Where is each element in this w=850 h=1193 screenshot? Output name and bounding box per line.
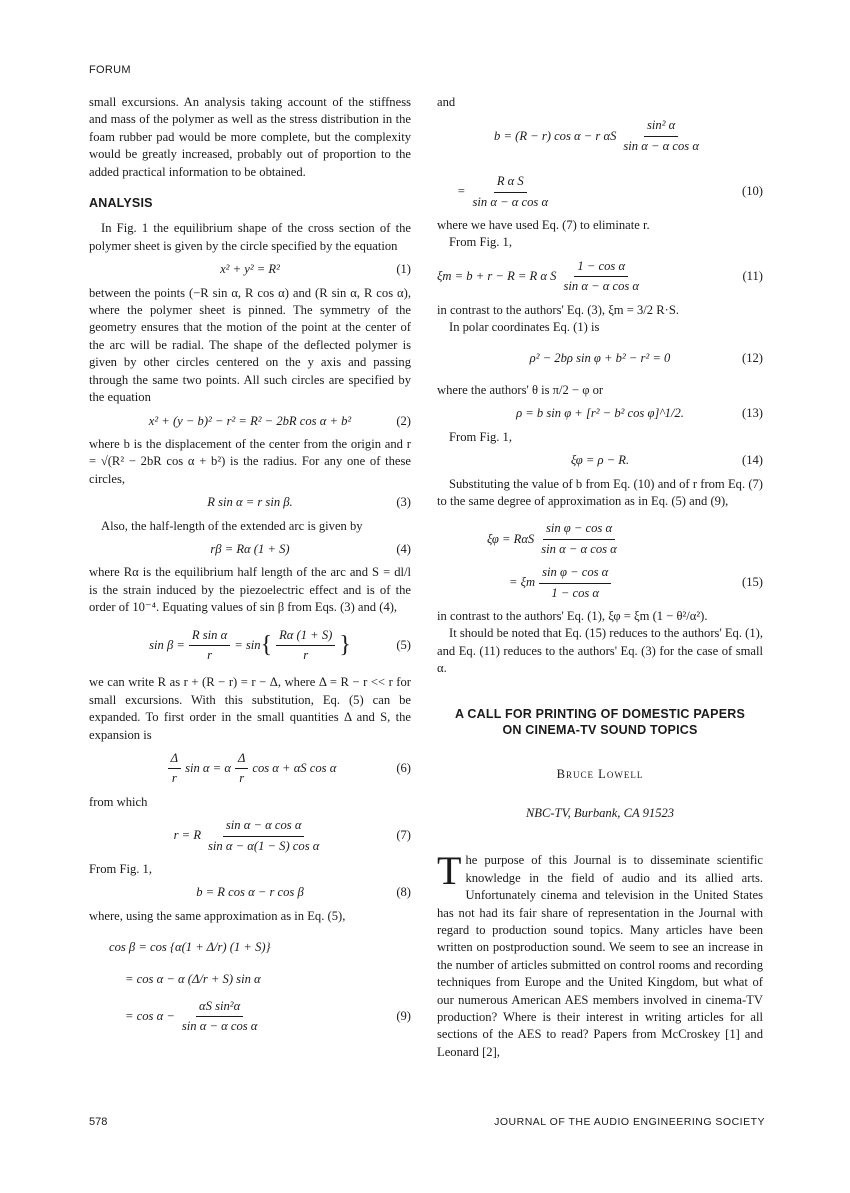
article-body: The purpose of this Journal is to disseminate scientific knowledge in the field of audio and its allied arts. Unfortunately cinema and television in the United States has not had its fair share of representation in the Journal with regard to production sound topics. Many articles have been written on postproduction sound. We seem to see an increase in the number of articles submitted on control rooms and recording techniques from Europe and the United Kingdom, but what of our numerous American AES members involved in cinema-TV production? Where is their interest in writing articles for all sections of the AES to read? Papers from McCroskey [1] and Leonard [2],: [437, 848, 763, 1059]
equation-7: r = R $\frac{\text{sin α − α cos α}}{\text{sin α − α(1 − S) cos α}}$ (7): [173, 818, 411, 853]
equation-11: ξm = b + r − R = R α S $\frac{\text{1 − cos α}}{\text{sin α − α cos α}}$ (11): [437, 258, 763, 294]
paragraph: From Fig. 1,: [89, 862, 152, 877]
equation-9a: cos β = cos {α(1 + Δ/r) (1 + S)}: [109, 940, 271, 955]
drop-cap: T: [437, 848, 462, 894]
paragraph: where Rα is the equilibrium half length of the arc and S = dl/l is the strain induced by the piezoelectric effect and is of the order of 10⁻⁴. Equating values of sin β from Eqs. (3) and (4),: [89, 565, 411, 615]
paragraph: From Fig. 1,: [449, 429, 512, 444]
journal-footer: JOURNAL OF THE AUDIO ENGINEERING SOCIETY: [494, 1116, 765, 1128]
equation-10b: = $\frac{\text{R α S}}{\text{sin α − α cos α}}$ (10): [457, 174, 763, 209]
equation-9c: = cos α − $\frac{\text{αS sin²α}}{\text{sin α − α cos α}}$ (9): [125, 999, 411, 1034]
paragraph: between the points (−R sin α, R cos α) and (R sin α, R cos α), where the polymer sheet is pinned. The symmetry of the geometry ensures that the motion of the point at the center of the arc will be radial. The shape of the deflected polymer is given by other circles centered on the y axis and passing through the same two points. All such circles are specified by the equation: [89, 285, 411, 405]
paragraph: where the authors' θ is π/2 − φ or: [437, 382, 604, 397]
equation-3: R sin α = r sin β. (3): [207, 495, 411, 510]
running-header: FORUM: [89, 64, 131, 76]
equation-13: ρ = b sin φ + [r² − b² cos φ]^1/2. (13): [516, 406, 763, 421]
paragraph: In Fig. 1 the equilibrium shape of the cross section of the polymer sheet is given by the circle specified by the equation: [89, 221, 411, 253]
paragraph: Also, the half-length of the extended arc is given by: [101, 518, 363, 533]
author-affiliation: NBC-TV, Burbank, CA 91523: [525, 805, 675, 820]
equation-2: x² + (y − b)² − r² = R² − 2bR cos α + b² (2): [148, 413, 411, 428]
equation-14: ξφ = ρ − R. (14): [570, 453, 763, 468]
paragraph: Substituting the value of b from Eq. (10) and of r from Eq. (7) to the same degree of approximation as in Eq. (5) and (9),: [437, 476, 763, 508]
equation-5: sin β = $\frac{\text{R sin α}}{r}$ = sin { $\frac{R\alpha (1 + S)}{r}$ } (5): [149, 627, 411, 662]
equation-1: x² + y² = R² (1): [220, 262, 411, 277]
equation-9b: = cos α − α (Δ/r + S) sin α: [125, 971, 261, 986]
paragraph: from which: [89, 794, 148, 809]
paragraph: small excursions. An analysis taking account of the stiffness and mass of the polymer as well as the stress distribution in the foam rubber pad would be more complete, but the complexity would be greatly increased, probably out of proportion to the added practical information to be obtained.: [89, 95, 411, 179]
section-heading: ANALYSIS: [89, 196, 153, 211]
page-number: 578: [89, 1116, 108, 1128]
paragraph: we can write R as r + (R − r) = r − Δ, where Δ = R − r << r for small excursions. With this substitution, Eq. (5) can be expanded. To first order in the small quantities Δ and S, the expansion is: [89, 675, 411, 742]
author-name: Bruce Lowell: [556, 766, 644, 781]
right-column: [437, 94, 763, 1061]
left-column: [89, 94, 411, 1042]
equation-15b: = ξm $\frac{\text{sin φ − cos α}}{\text{1 − cos α}}$ (15): [509, 565, 763, 600]
paragraph: where b is the displacement of the center from the origin and r = √(R² − 2bR cos α + b²) is the radius. For any one of these circles,: [89, 436, 411, 486]
paragraph: where we have used Eq. (7) to eliminate r.: [437, 218, 650, 233]
equation-8: b = R cos α − r cos β (8): [196, 885, 411, 900]
equation-4: rβ = Rα (1 + S) (4): [210, 541, 411, 556]
paragraph: in contrast to the authors' Eq. (1), ξφ = ξm (1 − θ²/α²).: [437, 608, 708, 623]
equation-12: ρ² − 2bρ sin φ + b² − r² = 0 (12): [529, 351, 763, 366]
paragraph: where, using the same approximation as in Eq. (5),: [89, 908, 346, 923]
equation-15a: ξφ = RαS $\frac{\text{sin φ − cos α}}{\text{sin α − α cos α}}$: [487, 521, 617, 556]
paragraph: In polar coordinates Eq. (1) is: [449, 320, 600, 335]
paragraph: From Fig. 1,: [449, 235, 512, 250]
equation-10a: b = (R − r) cos α − r αS $\frac{\text{sin² α}}{\text{sin α − α cos α}}$: [494, 118, 699, 153]
paragraph: It should be noted that Eq. (15) reduces to the authors' Eq. (1), and Eq. (11) reduces to the authors' Eq. (3) for the case of small α.: [437, 626, 763, 676]
article-title: A CALL FOR PRINTING OF DOMESTIC PAPERS ON CINEMA-TV SOUND TOPICS: [454, 706, 746, 737]
equation-6: $\frac{\Delta}{r}$ sin α = α $\frac{\Delta}{r}$ cos α + αS cos α (6): [89, 750, 411, 788]
paragraph: in contrast to the authors' Eq. (3), ξm = 3/2 R·S.: [437, 302, 679, 317]
paragraph: and: [437, 95, 456, 109]
